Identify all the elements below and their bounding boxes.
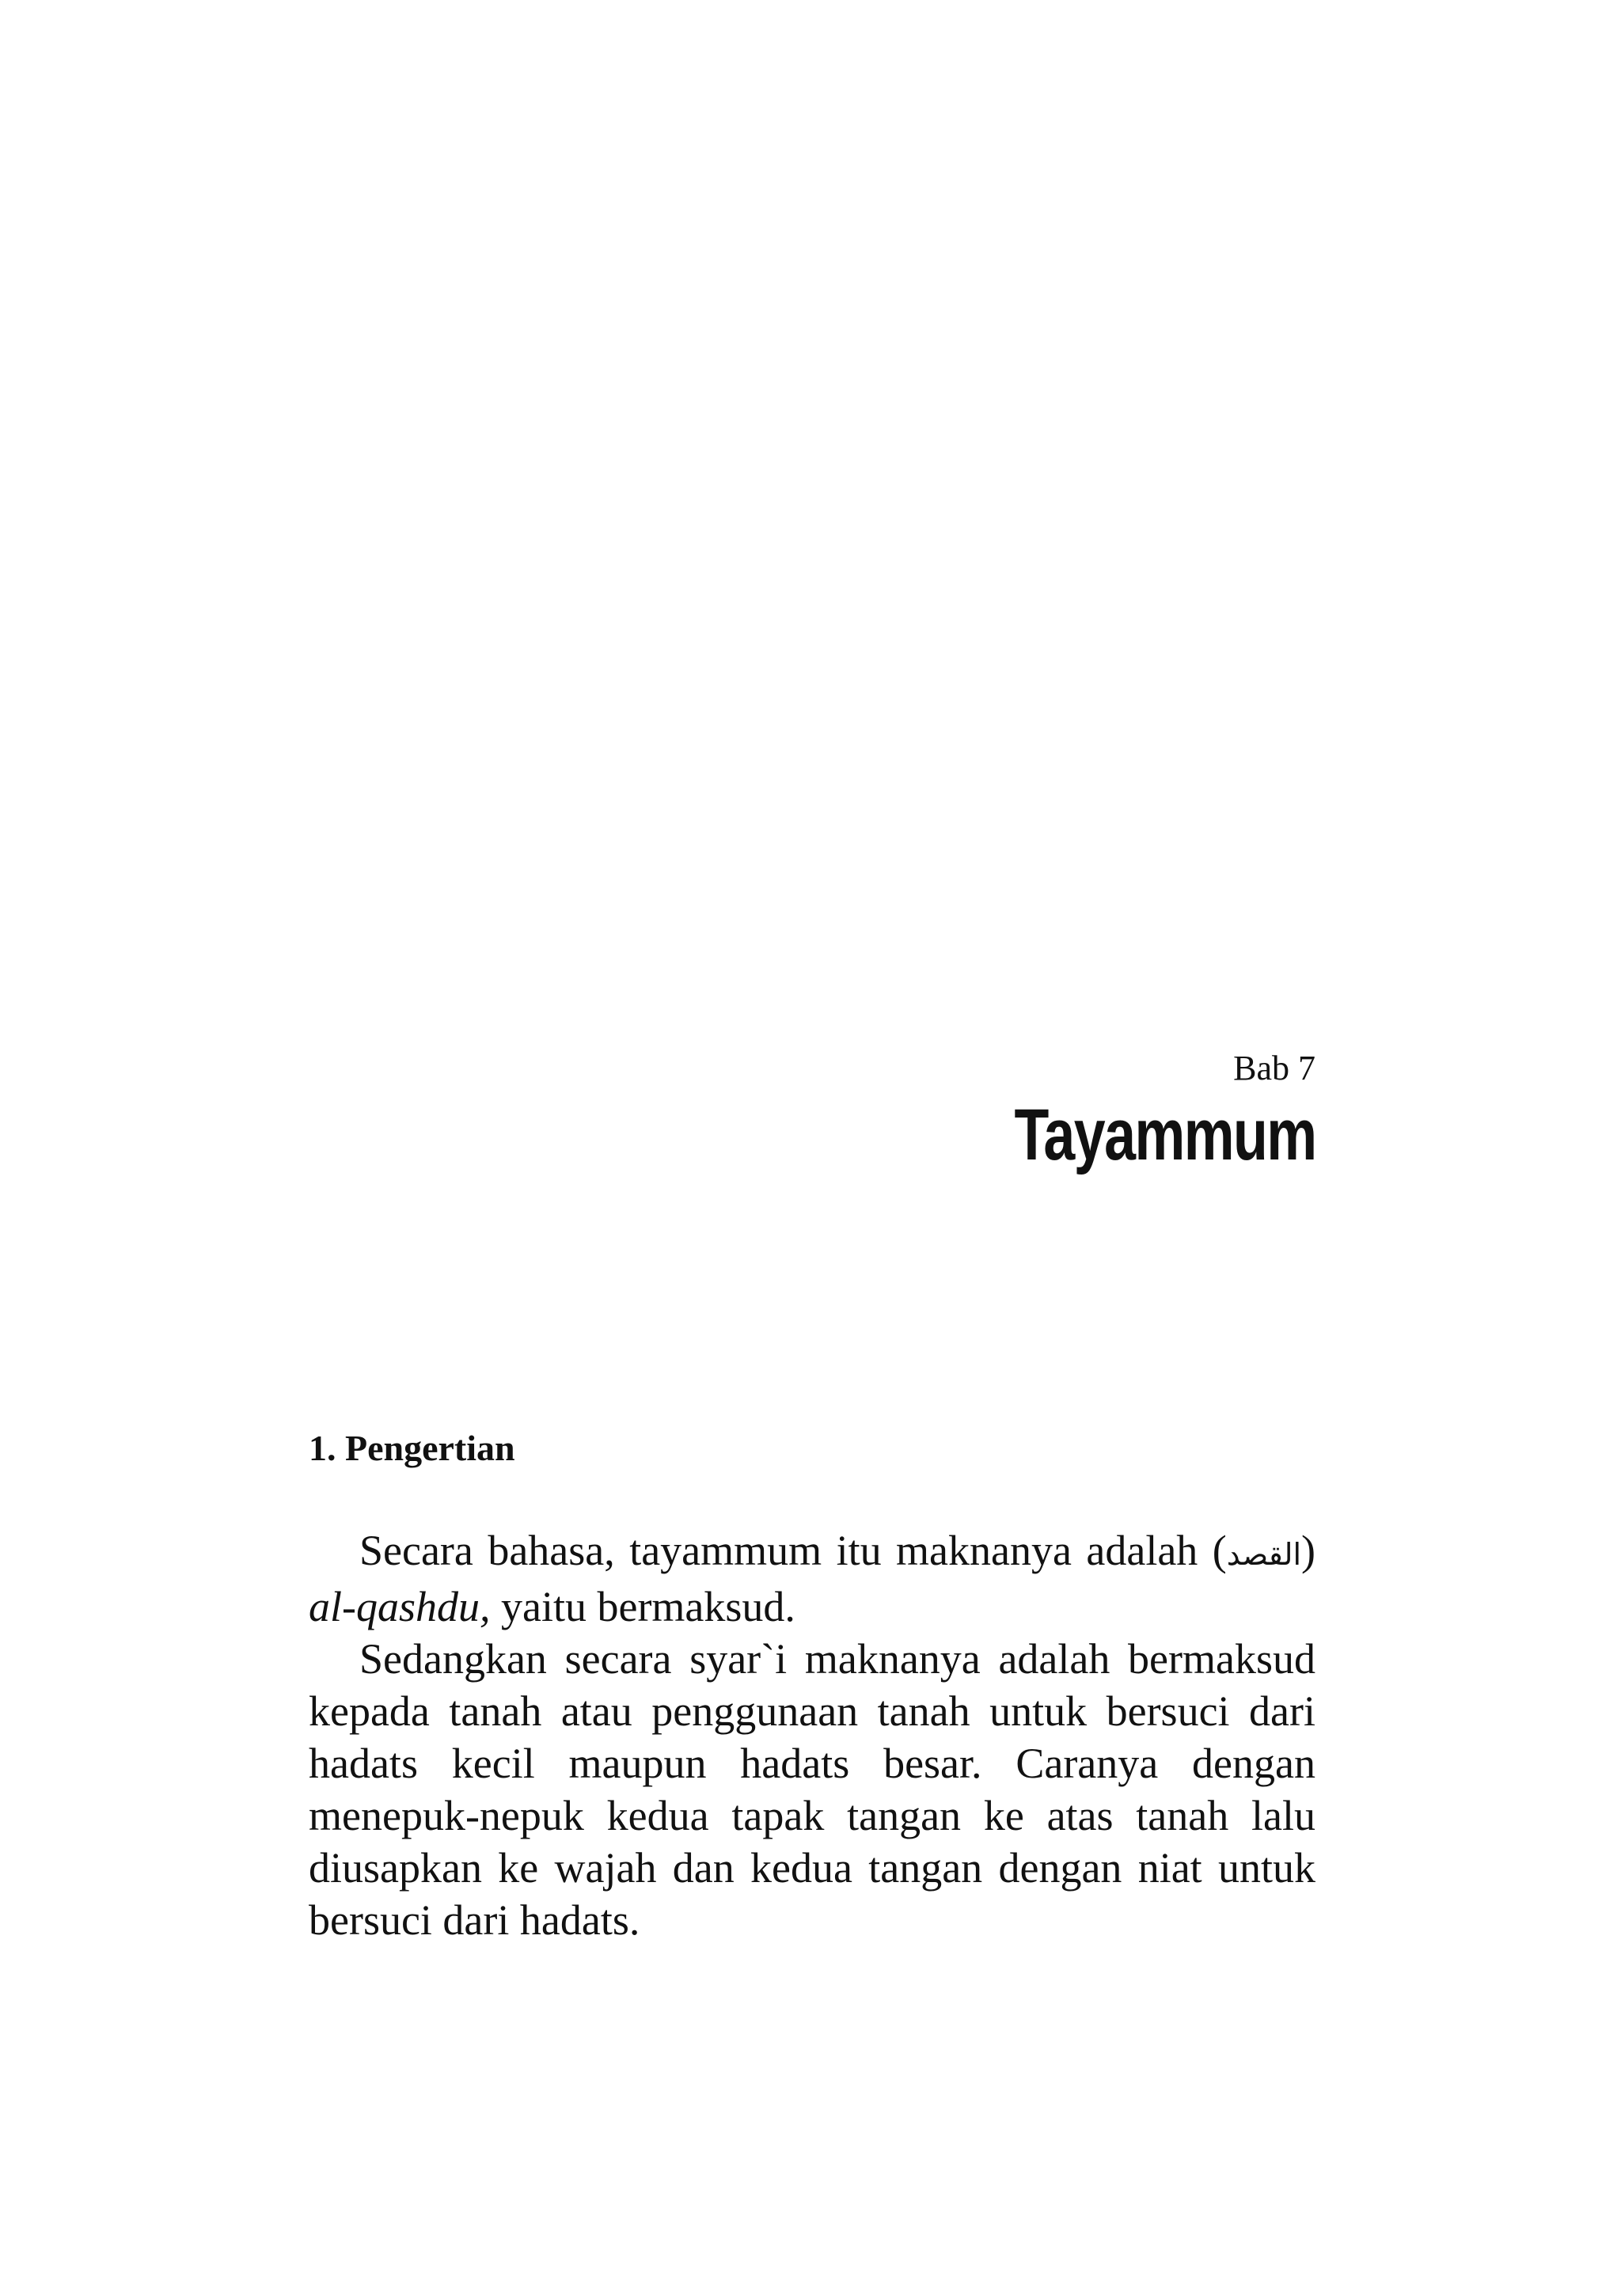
arabic-term: القصد — [1226, 1537, 1302, 1572]
chapter-label: Bab 7 — [1233, 1049, 1315, 1087]
chapter-title: Tayammum — [1013, 1095, 1315, 1175]
paragraph-1-lead: Secara bahasa, tayammum itu maknanya adalah — [359, 1527, 1213, 1574]
transliteration-term: al-qashdu, — [309, 1583, 491, 1630]
paren-close: ) — [1301, 1527, 1315, 1574]
paragraph-1 — [309, 1524, 1315, 1633]
chapter-header — [929, 1045, 1315, 1173]
section-heading: 1. Pengertian — [309, 1428, 515, 1468]
paragraph-1-tail: yaitu bermaksud. — [490, 1583, 795, 1630]
main-content — [309, 1425, 1315, 1946]
paren-open: ( — [1212, 1527, 1227, 1574]
paragraph-2: Sedangkan secara syar`i maknanya adalah bermaksud kepada tanah atau penggunaan tanah untuk bersuci dari hadats kecil maupun hadats besar. Caranya dengan menepuk-nepuk kedua tapak tangan ke atas tanah lalu diusapkan ke wajah dan kedua tangan dengan niat untuk bersuci dari hadats. — [309, 1635, 1315, 1944]
